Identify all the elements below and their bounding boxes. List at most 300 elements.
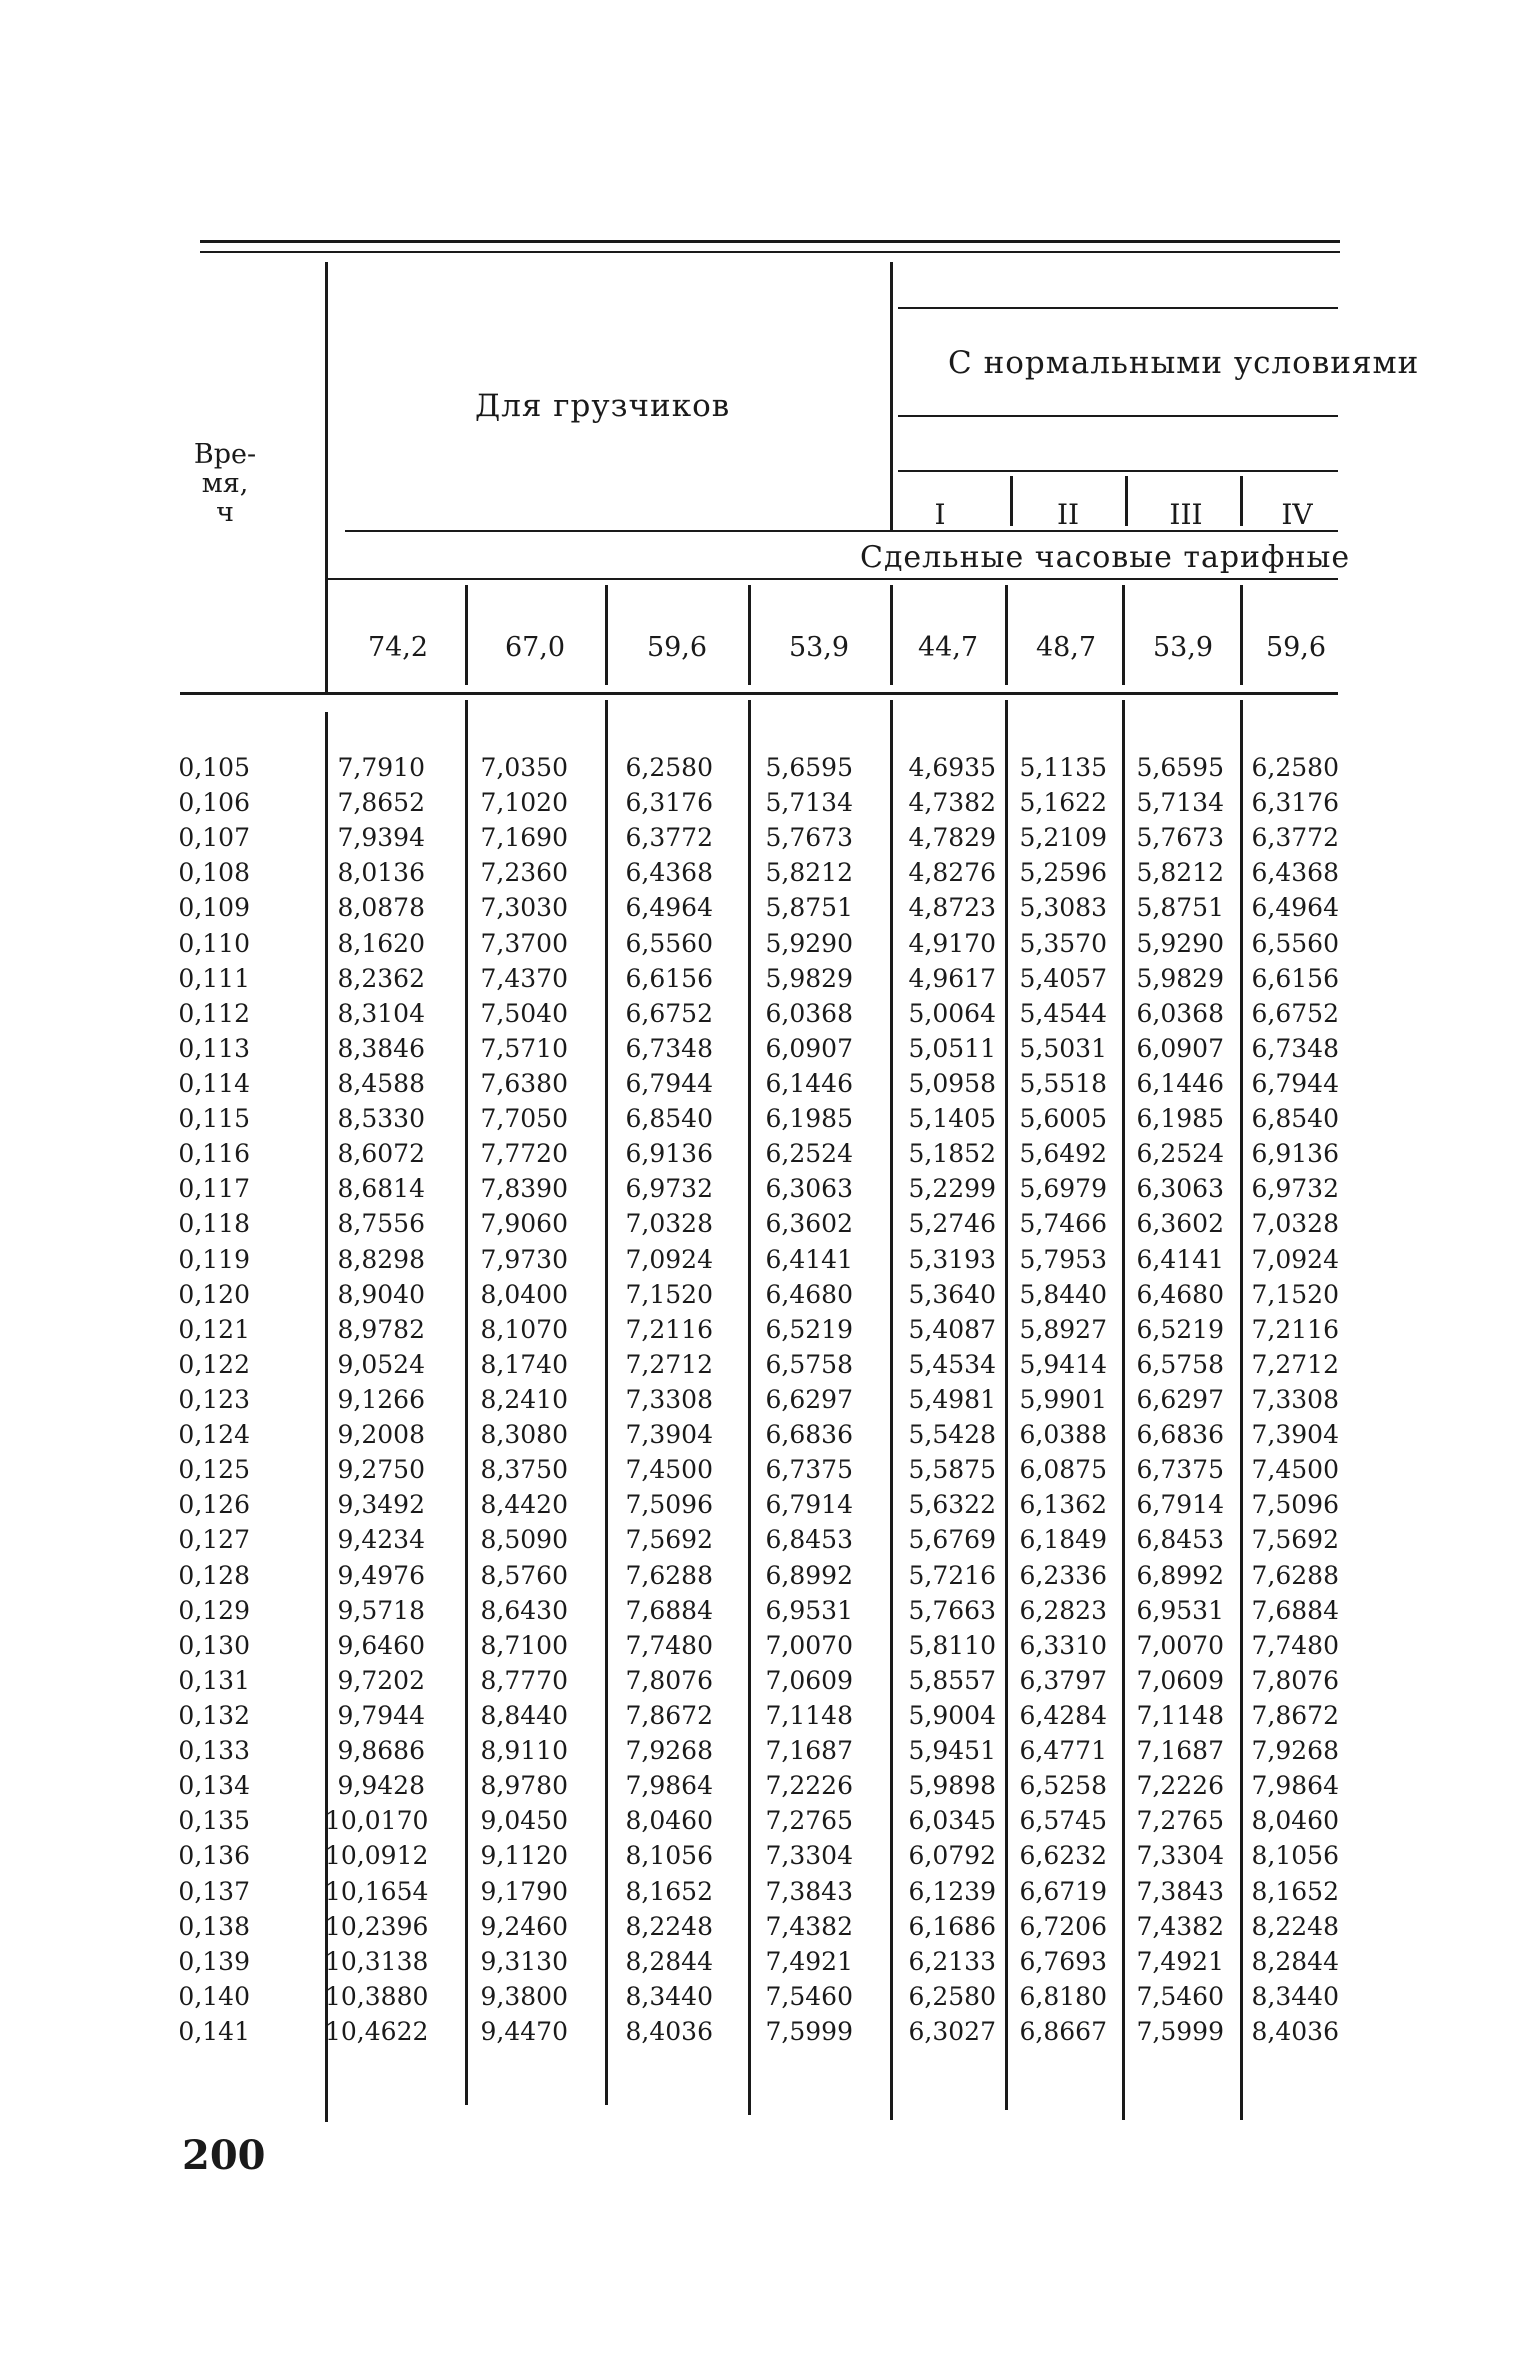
value-cell: 7,3304 [1136,1841,1224,1871]
value-cell: 6,8540 [625,1104,713,1134]
value-cell: 8,2248 [625,1911,713,1941]
table-row [0,1909,1535,1944]
table-row [0,2014,1535,2049]
value-cell: 8,5760 [480,1560,568,1590]
value-cell: 6,7914 [765,1490,853,1520]
value-cell: 8,9782 [337,1314,425,1344]
value-cell: 7,8390 [480,1174,568,1204]
time-cell: 0,130 [178,1630,250,1660]
value-cell: 6,5758 [765,1349,853,1379]
value-cell: 9,1790 [480,1876,568,1906]
value-cell: 7,6884 [625,1595,713,1625]
value-cell: 5,4087 [908,1314,996,1344]
value-cell: 9,3130 [480,1946,568,1976]
value-cell: 9,4470 [480,2016,568,2046]
table-row [0,926,1535,961]
table-row [0,1171,1535,1206]
value-cell: 7,3304 [765,1841,853,1871]
loaders-header: Для грузчиков [475,388,731,424]
value-cell: 6,2524 [1136,1139,1224,1169]
time-cell: 0,140 [178,1981,250,2011]
value-cell: 8,7100 [480,1630,568,1660]
value-cell: 7,4382 [1136,1911,1224,1941]
value-cell: 6,3772 [1251,823,1339,853]
value-cell: 5,2299 [908,1174,996,1204]
value-cell: 6,7944 [625,1068,713,1098]
time-cell: 0,133 [178,1736,250,1766]
value-cell: 5,4981 [908,1384,996,1414]
value-cell: 7,0924 [625,1244,713,1274]
time-cell: 0,105 [178,753,250,782]
value-cell: 5,0958 [908,1068,996,1098]
table-row [0,1136,1535,1171]
value-cell: 9,0450 [480,1806,568,1836]
time-cell: 0,118 [178,1209,250,1239]
group-rule-mid [898,415,1338,417]
value-cell: 6,3602 [765,1209,853,1239]
value-cell: 7,8672 [1251,1700,1339,1730]
value-cell: 8,2362 [337,963,425,993]
rate-types-header: Сдельные часовые тарифные [860,540,1351,575]
table-row [0,1698,1535,1733]
table-row [0,1944,1535,1979]
value-cell: 5,3570 [1019,928,1107,958]
value-cell: 6,0875 [1019,1455,1107,1485]
value-cell: 7,7050 [480,1104,568,1134]
value-cell: 5,1135 [1019,753,1107,782]
value-cell: 7,2712 [625,1349,713,1379]
time-column-header: Вре- мя, ч [193,439,257,528]
value-cell: 7,0328 [625,1209,713,1239]
value-cell: 5,8557 [908,1665,996,1695]
value-cell: 7,4382 [765,1911,853,1941]
value-cell: 5,3640 [908,1279,996,1309]
value-cell: 6,4964 [1251,893,1339,923]
value-cell: 5,8751 [1136,893,1224,923]
value-cell: 7,5460 [1136,1981,1224,2011]
table-row [0,1347,1535,1382]
grade-label-4: IV [1281,498,1313,531]
value-cell: 9,3492 [337,1490,425,1520]
table-row [0,785,1535,820]
value-cell: 6,7693 [1019,1946,1107,1976]
grade-label-2: II [1056,498,1080,531]
value-cell: 6,2580 [908,1981,996,2011]
rate-value: 59,6 [1265,632,1327,663]
value-cell: 5,8212 [1136,858,1224,888]
value-cell: 6,1446 [765,1068,853,1098]
value-cell: 7,1520 [625,1279,713,1309]
value-cell: 6,7944 [1251,1068,1339,1098]
value-cell: 6,7348 [625,1033,713,1063]
value-cell: 10,4622 [325,2016,429,2046]
value-cell: 7,2360 [480,858,568,888]
value-cell: 5,9829 [1136,963,1224,993]
table-row [0,890,1535,925]
value-cell: 8,7770 [480,1665,568,1695]
value-cell: 7,8652 [337,788,425,818]
rate-value: 44,7 [917,632,979,663]
table-row [0,996,1535,1031]
value-cell: 7,9394 [337,823,425,853]
value-cell: 8,9040 [337,1279,425,1309]
value-cell: 7,5096 [625,1490,713,1520]
value-cell: 5,3083 [1019,893,1107,923]
value-cell: 7,6288 [1251,1560,1339,1590]
value-cell: 6,8453 [765,1525,853,1555]
value-cell: 7,6884 [1251,1595,1339,1625]
value-cell: 5,2596 [1019,858,1107,888]
value-cell: 7,1690 [480,823,568,853]
value-cell: 6,3063 [765,1174,853,1204]
value-cell: 7,0328 [1251,1209,1339,1239]
value-cell: 6,3176 [1251,788,1339,818]
value-cell: 6,1849 [1019,1525,1107,1555]
value-cell: 8,4420 [480,1490,568,1520]
value-cell: 7,2765 [1136,1806,1224,1836]
value-cell: 9,3800 [480,1981,568,2011]
value-cell: 7,9268 [1251,1736,1339,1766]
top-rule-2 [200,251,1340,253]
value-cell: 9,2750 [337,1455,425,1485]
value-cell: 7,1148 [1136,1700,1224,1730]
value-cell: 5,9451 [908,1736,996,1766]
value-cell: 10,2396 [325,1911,429,1941]
table-row [0,1312,1535,1347]
value-cell: 6,8667 [1019,2016,1107,2046]
time-cell: 0,113 [178,1033,250,1063]
value-cell: 6,2524 [765,1139,853,1169]
value-cell: 5,7466 [1019,1209,1107,1239]
value-cell: 5,1622 [1019,788,1107,818]
value-cell: 5,9829 [765,963,853,993]
value-cell: 8,8298 [337,1244,425,1274]
time-cell: 0,136 [178,1841,250,1871]
value-cell: 7,4370 [480,963,568,993]
value-cell: 8,3440 [1251,1981,1339,2011]
value-cell: 7,5999 [1136,2016,1224,2046]
value-cell: 5,1405 [908,1104,996,1134]
value-cell: 8,1620 [337,928,425,958]
value-cell: 5,4544 [1019,998,1107,1028]
value-cell: 5,3193 [908,1244,996,1274]
rate-divider-1 [465,585,468,685]
value-cell: 5,0064 [908,998,996,1028]
value-cell: 10,3880 [325,1981,429,2011]
table-row [0,750,1535,785]
value-cell: 9,2460 [480,1911,568,1941]
value-cell: 9,7944 [337,1700,425,1730]
value-cell: 6,1985 [1136,1104,1224,1134]
rate-divider-3 [748,585,751,685]
value-cell: 5,6979 [1019,1174,1107,1204]
value-cell: 7,2765 [765,1806,853,1836]
value-cell: 9,2008 [337,1420,425,1450]
rate-value: 67,0 [504,632,566,663]
value-cell: 6,6297 [765,1384,853,1414]
value-cell: 7,2226 [1136,1771,1224,1801]
value-cell: 8,4588 [337,1068,425,1098]
value-cell: 5,6322 [908,1490,996,1520]
value-cell: 8,4036 [625,2016,713,2046]
value-cell: 4,8276 [908,858,996,888]
value-cell: 9,8686 [337,1736,425,1766]
value-cell: 5,6492 [1019,1139,1107,1169]
value-cell: 6,2336 [1019,1560,1107,1590]
value-cell: 5,0511 [908,1033,996,1063]
value-cell: 6,5758 [1136,1349,1224,1379]
value-cell: 5,7134 [1136,788,1224,818]
value-cell: 5,7663 [908,1595,996,1625]
value-cell: 7,7480 [1251,1630,1339,1660]
table-row [0,1838,1535,1873]
value-cell: 6,0345 [908,1806,996,1836]
table-row [0,1452,1535,1487]
value-cell: 8,8440 [480,1700,568,1730]
value-cell: 6,5745 [1019,1806,1107,1836]
value-cell: 6,6836 [1136,1420,1224,1450]
value-cell: 6,3602 [1136,1209,1224,1239]
value-cell: 7,5040 [480,998,568,1028]
table-row [0,1733,1535,1768]
time-cell: 0,109 [178,893,250,923]
value-cell: 8,1652 [625,1876,713,1906]
value-cell: 6,6156 [625,963,713,993]
time-cell: 0,114 [178,1068,250,1098]
value-cell: 7,4921 [1136,1946,1224,1976]
value-cell: 9,0524 [337,1349,425,1379]
table-row [0,1101,1535,1136]
time-cell: 0,120 [178,1279,250,1309]
value-cell: 6,6719 [1019,1876,1107,1906]
rate-value: 53,9 [1152,632,1214,663]
page-number: 200 [182,2132,266,2179]
value-cell: 9,7202 [337,1665,425,1695]
value-cell: 6,6232 [1019,1841,1107,1871]
table-row [0,1417,1535,1452]
value-cell: 6,4141 [765,1244,853,1274]
time-cell: 0,138 [178,1911,250,1941]
value-cell: 8,6814 [337,1174,425,1204]
value-cell: 7,8076 [1251,1665,1339,1695]
value-cell: 7,5710 [480,1033,568,1063]
value-cell: 7,4921 [765,1946,853,1976]
time-cell: 0,126 [178,1490,250,1520]
value-cell: 5,5875 [908,1455,996,1485]
value-cell: 6,5219 [1136,1314,1224,1344]
header-divider-groups [890,262,893,532]
value-cell: 6,3797 [1019,1665,1107,1695]
value-cell: 6,9732 [625,1174,713,1204]
time-cell: 0,123 [178,1384,250,1414]
time-cell: 0,132 [178,1700,250,1730]
table-row [0,1206,1535,1241]
time-cell: 0,117 [178,1174,250,1204]
value-cell: 8,0460 [1251,1806,1339,1836]
normal-conditions-header: С нормальными условиями [948,345,1420,381]
value-cell: 8,1056 [1251,1841,1339,1871]
value-cell: 9,6460 [337,1630,425,1660]
value-cell: 8,3846 [337,1033,425,1063]
time-cell: 0,139 [178,1946,250,1976]
value-cell: 7,6380 [480,1068,568,1098]
value-cell: 8,2844 [1251,1946,1339,1976]
grade-divider-2 [1125,476,1128,526]
value-cell: 9,1266 [337,1384,425,1414]
value-cell: 6,7375 [1136,1455,1224,1485]
value-cell: 6,0388 [1019,1420,1107,1450]
value-cell: 7,0924 [1251,1244,1339,1274]
value-cell: 5,9898 [908,1771,996,1801]
value-cell: 7,1020 [480,788,568,818]
time-cell: 0,122 [178,1349,250,1379]
value-cell: 5,5428 [908,1420,996,1450]
value-cell: 8,2410 [480,1384,568,1414]
value-cell: 7,2116 [1251,1314,1339,1344]
value-cell: 7,4500 [625,1455,713,1485]
value-cell: 9,4234 [337,1525,425,1555]
value-cell: 6,7206 [1019,1911,1107,1941]
value-cell: 5,9901 [1019,1384,1107,1414]
value-cell: 6,5560 [625,928,713,958]
value-cell: 8,6072 [337,1139,425,1169]
rate-divider-2 [605,585,608,685]
time-cell: 0,108 [178,858,250,888]
value-cell: 7,0609 [1136,1665,1224,1695]
time-cell: 0,115 [178,1104,250,1134]
table-row [0,820,1535,855]
value-cell: 5,5518 [1019,1068,1107,1098]
table-row [0,1593,1535,1628]
value-cell: 6,8453 [1136,1525,1224,1555]
value-cell: 6,6836 [765,1420,853,1450]
value-cell: 7,9864 [1251,1771,1339,1801]
value-cell: 10,3138 [325,1946,429,1976]
time-cell: 0,131 [178,1665,250,1695]
value-cell: 6,4680 [1136,1279,1224,1309]
value-cell: 6,0792 [908,1841,996,1871]
value-cell: 7,9864 [625,1771,713,1801]
value-cell: 7,2226 [765,1771,853,1801]
value-cell: 8,2248 [1251,1911,1339,1941]
time-cell: 0,124 [178,1420,250,1450]
value-cell: 7,0070 [765,1630,853,1660]
value-cell: 6,6297 [1136,1384,1224,1414]
time-cell: 0,129 [178,1595,250,1625]
value-cell: 8,9110 [480,1736,568,1766]
value-cell: 5,8212 [765,858,853,888]
value-cell: 6,2823 [1019,1595,1107,1625]
value-cell: 6,8180 [1019,1981,1107,2011]
value-cell: 8,0136 [337,858,425,888]
top-rule-1 [200,240,1340,243]
value-cell: 4,7829 [908,823,996,853]
table-row [0,1768,1535,1803]
time-cell: 0,135 [178,1806,250,1836]
grade-rule-top [898,470,1338,472]
value-cell: 5,8110 [908,1630,996,1660]
time-cell: 0,137 [178,1876,250,1906]
time-cell: 0,125 [178,1455,250,1485]
header-divider-time [325,262,328,692]
value-cell: 5,6595 [1136,753,1224,782]
value-cell: 7,3308 [1251,1384,1339,1414]
value-cell: 6,7914 [1136,1490,1224,1520]
value-cell: 8,1740 [480,1349,568,1379]
value-cell: 6,4368 [1251,858,1339,888]
value-cell: 5,7673 [765,823,853,853]
value-cell: 7,5096 [1251,1490,1339,1520]
value-cell: 6,9531 [1136,1595,1224,1625]
value-cell: 7,6288 [625,1560,713,1590]
time-cell: 0,127 [178,1525,250,1555]
value-cell: 6,4368 [625,858,713,888]
value-cell: 7,5999 [765,2016,853,2046]
value-cell: 7,1687 [765,1736,853,1766]
value-cell: 7,5692 [1251,1525,1339,1555]
table-row [0,1382,1535,1417]
time-cell: 0,121 [178,1314,250,1344]
value-cell: 4,8723 [908,893,996,923]
rates-type-rule [325,578,1338,580]
value-cell: 7,0070 [1136,1630,1224,1660]
value-cell: 5,2109 [1019,823,1107,853]
value-cell: 6,9136 [1251,1139,1339,1169]
value-cell: 7,3843 [765,1876,853,1906]
rate-value: 48,7 [1035,632,1097,663]
value-cell: 6,3027 [908,2016,996,2046]
value-cell: 7,1148 [765,1700,853,1730]
value-cell: 6,9732 [1251,1174,1339,1204]
value-cell: 9,5718 [337,1595,425,1625]
value-cell: 6,5258 [1019,1771,1107,1801]
value-cell: 7,3030 [480,893,568,923]
value-cell: 5,4534 [908,1349,996,1379]
time-cell: 0,106 [178,788,250,818]
value-cell: 8,0878 [337,893,425,923]
value-cell: 6,2580 [625,753,713,782]
value-cell: 5,1852 [908,1139,996,1169]
value-cell: 6,4680 [765,1279,853,1309]
value-cell: 8,3750 [480,1455,568,1485]
table-row [0,1979,1535,2014]
value-cell: 5,9414 [1019,1349,1107,1379]
table-row [0,1803,1535,1838]
value-cell: 6,1239 [908,1876,996,1906]
value-cell: 6,7348 [1251,1033,1339,1063]
table-row [0,1522,1535,1557]
value-cell: 7,3700 [480,928,568,958]
value-cell: 10,1654 [325,1876,429,1906]
value-cell: 9,4976 [337,1560,425,1590]
value-cell: 5,7134 [765,788,853,818]
value-cell: 7,9060 [480,1209,568,1239]
table-row [0,1558,1535,1593]
value-cell: 8,3104 [337,998,425,1028]
rate-value: 59,6 [646,632,708,663]
value-cell: 6,6156 [1251,963,1339,993]
value-cell: 7,3843 [1136,1876,1224,1906]
value-cell: 8,1056 [625,1841,713,1871]
value-cell: 7,8672 [625,1700,713,1730]
value-cell: 6,8540 [1251,1104,1339,1134]
time-cell: 0,134 [178,1771,250,1801]
value-cell: 6,0368 [1136,998,1224,1028]
value-cell: 4,7382 [908,788,996,818]
value-cell: 7,7720 [480,1139,568,1169]
value-cell: 6,4771 [1019,1736,1107,1766]
value-cell: 10,0170 [325,1806,429,1836]
